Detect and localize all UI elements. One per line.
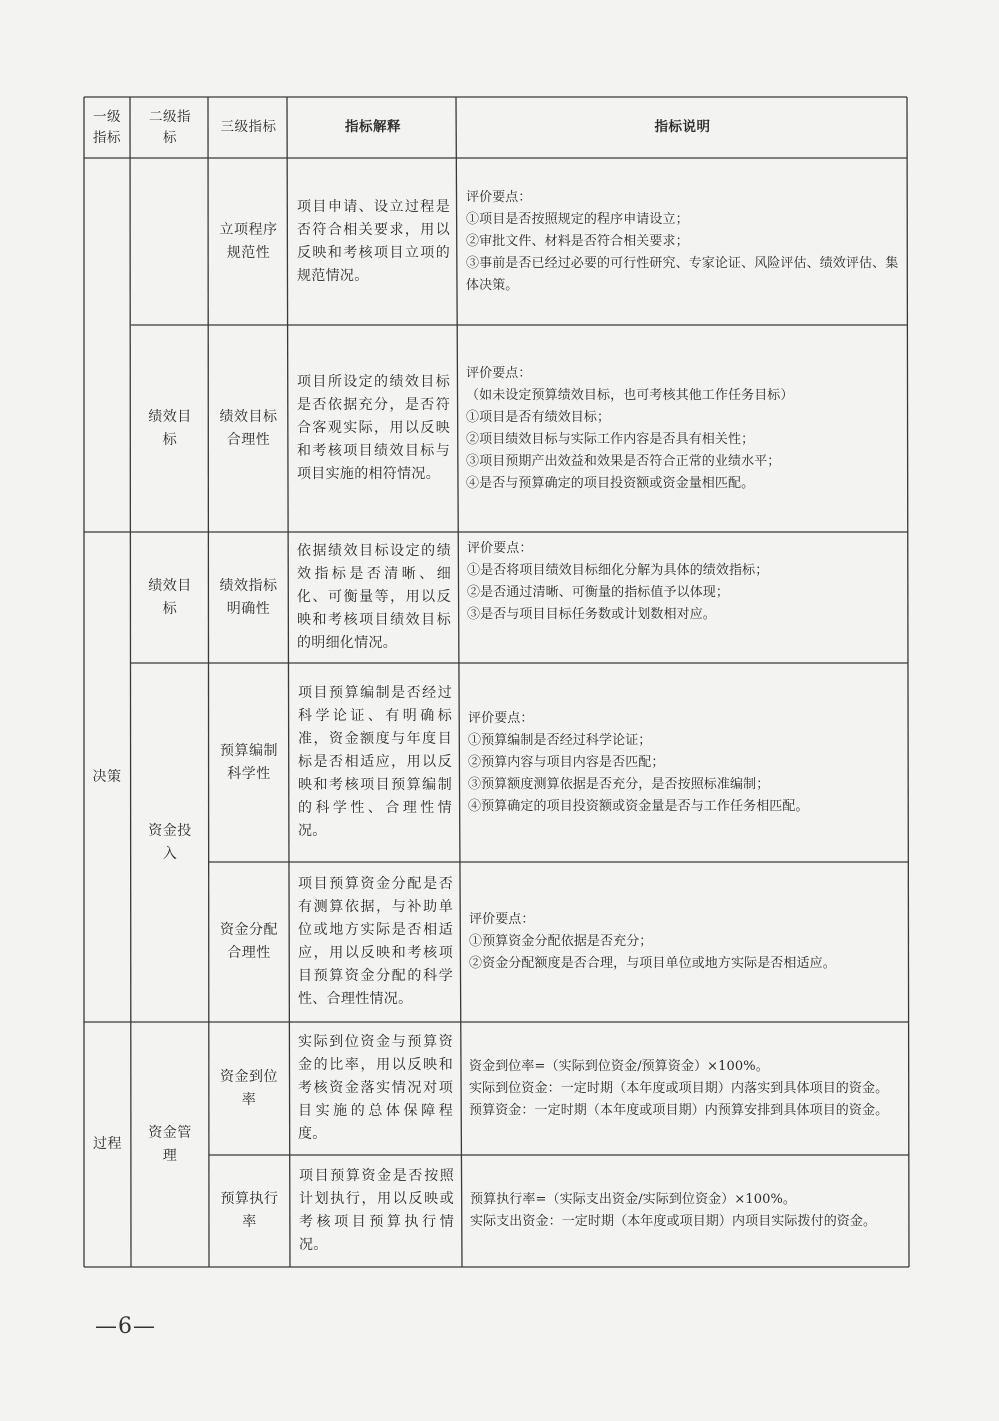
- description-cell: 评价要点： ①项目是否按照规定的程序申请设立； ②审批文件、材料是否符合相关要求； ③事前是否已经过必要的可行性研究、专家论证、风险评估、绩效评估、集体决策。: [466, 189, 899, 293]
- description-cell: 评价要点： （如未设定预算绩效目标，也可考核其他工作任务目标） ①项目是否有绩效目标； ②项目绩效目标与实际工作内容是否具有相关性； ③项目预期产出效益和效果是否符合正常的业绩水平； ④是否与预算确定的项目投资额或资金量相匹配。: [466, 365, 794, 491]
- level3-cell: 资金分配合理性: [220, 922, 278, 961]
- page-number: —6—: [95, 1314, 156, 1339]
- description-cell: 评价要点： ①预算资金分配依据是否充分； ②资金分配额度是否合理，与项目单位或地方实际是否相适应。: [469, 912, 836, 971]
- level1-process: 过程: [93, 1136, 122, 1152]
- header-interpretation: 指标解释: [345, 119, 401, 135]
- level1-decision: 决策: [92, 768, 122, 785]
- description-cell: 评价要点： ①是否将项目绩效目标细化分解为具体的绩效指标； ②是否通过清晰、可衡量的指标值予以体现； ③是否与项目目标任务数或计划数相对应。: [467, 541, 769, 622]
- description-cell: 评价要点： ①预算编制是否经过科学论证； ②预算内容与项目内容是否匹配； ③预算额度测算依据是否充分，是否按照标准编制； ④预算确定的项目投资额或资金量是否与工作任务相匹配。: [468, 710, 809, 814]
- interpretation-cell: 实际到位资金与预算资金的比率，用以反映和考核资金落实情况对项目实施的总体保障程度。: [298, 1034, 453, 1142]
- header-level3: 三级指标: [220, 119, 277, 135]
- level3-cell: 资金到位率: [220, 1068, 278, 1108]
- interpretation-cell: 项目预算资金是否按照计划执行，用以反映或考核项目预算执行情况。: [299, 1168, 454, 1253]
- level2-perf-goal-b: 绩效目标: [148, 577, 192, 617]
- level2-fund-input: 资金投入: [148, 822, 192, 862]
- header-level1: 一级指标: [93, 108, 121, 146]
- header-description: 指标说明: [654, 119, 711, 135]
- level3-cell: 立项程序规范性: [219, 221, 278, 261]
- header-level2: 二级指标: [149, 108, 191, 146]
- interpretation-cell: 项目预算资金分配是否有测算依据，与补助单位或地方实际是否相适应，用以反映和考核项目预算资金分配的科学性、合理性情况。: [298, 876, 453, 1007]
- level2-perf-goal-a: 绩效目标: [148, 408, 192, 448]
- level3-cell: 绩效指标明确性: [219, 577, 278, 617]
- interpretation-cell: 项目申请、设立过程是否符合相关要求，用以反映和考核项目立项的规范情况。: [297, 198, 450, 284]
- description-cell: 预算执行率=（实际支出资金/实际到位资金）×100%。 实际支出资金：一定时期（本年度或项目期）内项目实际拨付的资金。: [470, 1192, 877, 1229]
- level3-cell: 预算执行率: [220, 1191, 279, 1230]
- interpretation-cell: 项目预算编制是否经过科学论证、有明确标准，资金额度与年度目标是否相适应，用以反映和考核项目预算编制的科学性、合理性情况。: [298, 685, 452, 839]
- description-cell: 资金到位率=（实际到位资金/预算资金）×100%。 实际到位资金：一定时期（本年度或项目期）内落实到具体项目的资金。 预算资金：一定时期（本年度或项目期）内预算安排到具体项目的资金。: [469, 1058, 889, 1118]
- interpretation-cell: 项目所设定的绩效目标是否依据充分，是否符合客观实际，用以反映和考核项目绩效目标与项目实施的相符情况。: [297, 374, 450, 482]
- level3-cell: 绩效目标合理性: [219, 408, 278, 448]
- level2-fund-mgmt: 资金管理: [148, 1124, 192, 1164]
- level3-cell: 预算编制科学性: [220, 742, 278, 782]
- interpretation-cell: 依据绩效目标设定的绩效指标是否清晰、细化、可衡量等，用以反映和考核项目绩效目标的明细化情况。: [297, 543, 451, 651]
